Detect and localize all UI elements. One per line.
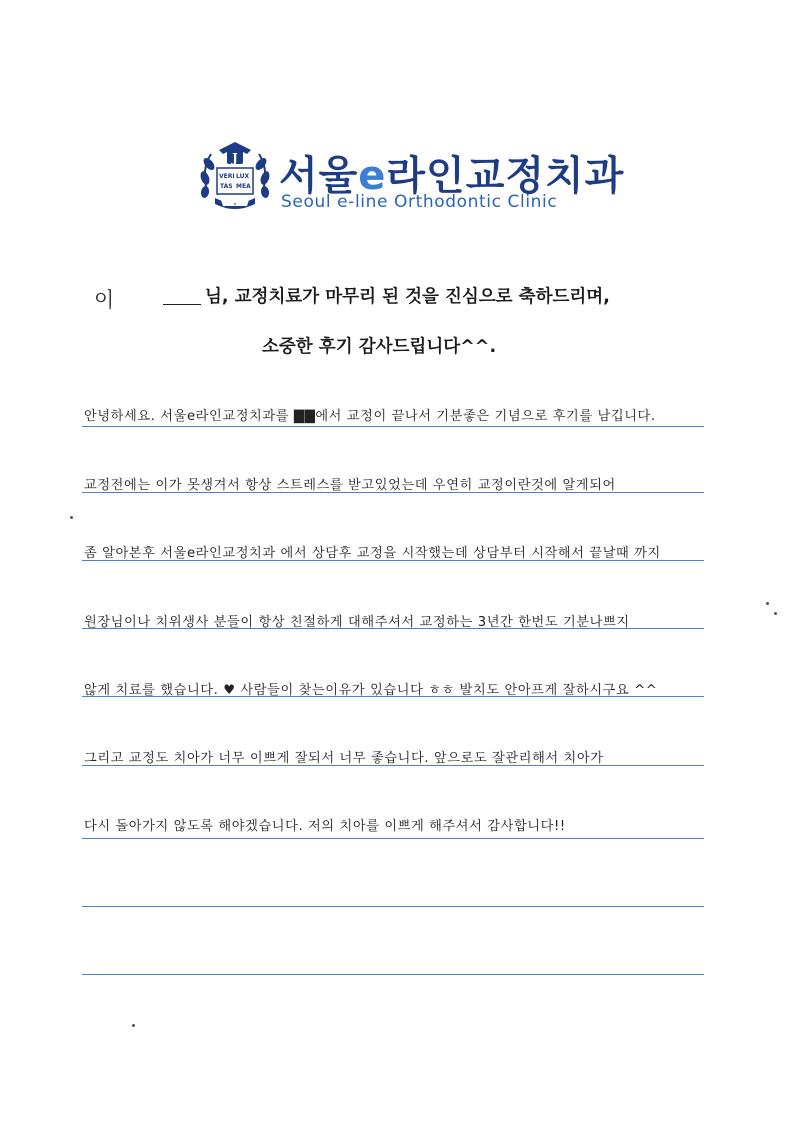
review-line-6: 그리고 교정도 치아가 너무 이쁘게 잘되서 너무 좋습니다. 앞으로도 잘관리해서 치아가 (84, 751, 604, 766)
emblem-text-1: VERI (219, 173, 235, 180)
scan-speck (70, 516, 73, 519)
greeting-line-2: 소중한 후기 감사드립니다^^. (262, 337, 497, 357)
emblem-text-4: MEA (236, 183, 251, 190)
ruled-line (82, 765, 704, 766)
ruled-line (82, 906, 704, 907)
review-line-5: 않게 치료를 했습니다. ♥ 사람들이 찾는이유가 있습니다 ㅎㅎ 발치도 안아프게 잘하시구요 ^^ (84, 683, 658, 698)
scan-speck (774, 612, 777, 615)
clinic-name-suffix: 라인교정치과 (386, 153, 625, 199)
ruled-line (82, 560, 704, 561)
ruled-line (82, 696, 704, 697)
clinic-name-english: Seoul e-line Orthodontic Clinic (281, 192, 558, 212)
clinic-emblem-icon (197, 140, 273, 216)
clinic-logo (197, 140, 625, 220)
ruled-line (82, 426, 704, 427)
review-line-1: 안녕하세요. 서울e라인교정치과를 ▇▇에서 교정이 끝나서 기분좋은 기념으로 후기를 남깁니다. (84, 409, 656, 424)
review-line-4: 원장님이나 치위생사 분들이 항상 친절하게 대해주셔서 교정하는 3년간 한번도 기분나쁘지 (84, 615, 630, 630)
scan-speck (132, 1024, 135, 1027)
greeting-line-1: 님, 교정치료가 마무리 된 것을 진심으로 축하드리며, (205, 287, 610, 307)
clinic-name-e: e (358, 153, 387, 199)
review-line-7: 다시 돌아가지 않도록 해야겠습니다. 저의 치아를 이쁘게 해주셔서 감사합니다!! (84, 819, 566, 834)
scan-speck (766, 602, 769, 605)
patient-name: 이 (94, 288, 115, 312)
name-blank-underline (163, 304, 201, 305)
ruled-line (82, 974, 704, 975)
svg-text:J: J (232, 151, 238, 165)
emblem-text-3: TAS (220, 183, 233, 190)
emblem-text-2: LUX (236, 173, 250, 180)
review-line-2: 교정전에는 이가 못생겨서 항상 스트레스를 받고있었는데 우연히 교정이란것에 알게되어 (84, 478, 616, 493)
review-line-3: 좀 알아본후 서울e라인교정치과 에서 상담후 교정을 시작했는데 상담부터 시작해서 끝날때 까지 (84, 546, 661, 561)
ruled-line (82, 628, 704, 629)
clinic-name-prefix: 서울 (279, 153, 359, 199)
ruled-line (82, 838, 704, 839)
ruled-line (82, 492, 704, 493)
